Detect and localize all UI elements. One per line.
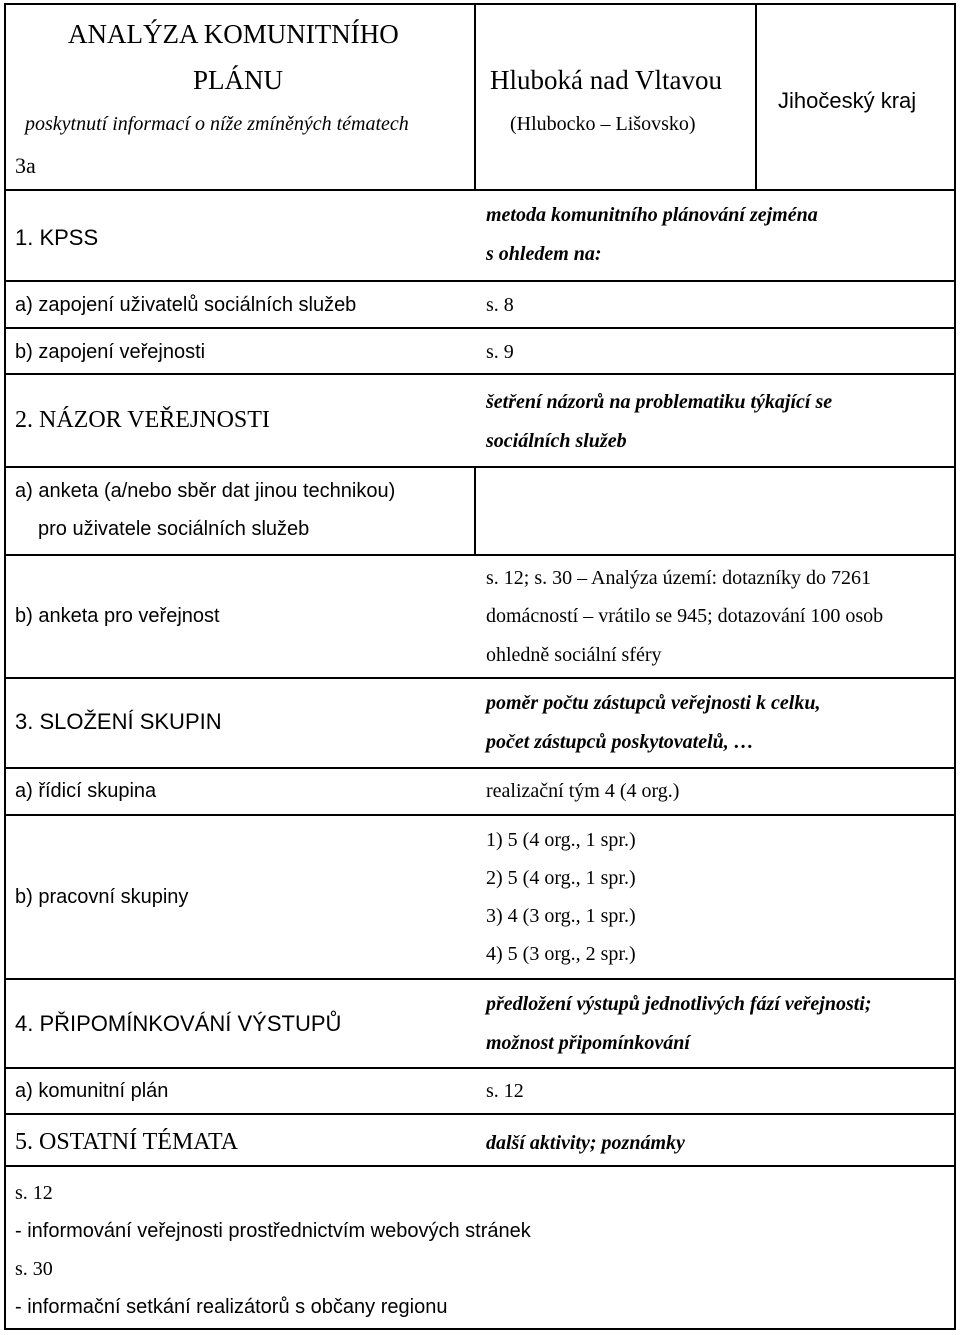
section3-a-label: a) řídicí skupina [15,780,157,802]
section5-note-3: s. 30 [15,1258,53,1280]
section2-b-value-line2: domácností – vrátilo se 945; dotazování 100 osob [486,605,884,627]
city-subtitle: (Hlubocko – Lišovsko) [510,113,696,135]
section3-a-value: realizační tým 4 (4 org.) [486,780,680,802]
section2-a-line1: a) anketa (a/nebo sběr dat jinou technikou) [15,480,396,502]
section3-title: 3. SLOŽENÍ SKUPIN [15,709,222,734]
section3-desc-line2: počet zástupců poskytovatelů, … [486,731,754,753]
section3-b-value-2: 2) 5 (4 org., 1 spr.) [486,867,636,889]
section3-b-value-3: 3) 4 (3 org., 1 spr.) [486,905,636,927]
section3-b-label: b) pracovní skupiny [15,886,189,908]
rule-header-bottom [4,189,956,191]
section2-a-line2: pro uživatele sociálních služeb [38,518,310,540]
section5-note-1: s. 12 [15,1182,53,1204]
rule-s2b-bottom [4,677,956,679]
section2-desc-line2: sociálních služeb [486,430,627,452]
rule-s4a-bottom [4,1113,956,1115]
rule-mid-body [474,466,476,556]
section2-b-label: b) anketa pro veřejnost [15,605,220,627]
section5-note-2: - informování veřejnosti prostřednictvím webových stránek [15,1220,531,1242]
rule-s1-bottom [4,280,956,282]
rule-s3-bottom [4,767,956,769]
rule-s3a-bottom [4,814,956,816]
section1-desc-line1: metoda komunitního plánování zejména [486,204,818,226]
rule-right [954,3,956,1330]
page-subtitle: poskytnutí informací o níže zmíněných tématech [25,113,409,135]
section3-desc-line1: poměr počtu zástupců veřejnosti k celku, [486,692,821,714]
rule-bottom [4,1328,956,1330]
section2-b-value-line1: s. 12; s. 30 – Analýza území: dotazníky do 7261 [486,567,871,589]
section4-a-label: a) komunitní plán [15,1080,169,1102]
page-title-line1: ANALÝZA KOMUNITNÍHO [68,19,399,49]
rule-s2-bottom [4,466,956,468]
section4-title: 4. PŘIPOMÍNKOVÁNÍ VÝSTUPŮ [15,1011,342,1036]
section5-desc: další aktivity; poznámky [486,1132,685,1154]
section5-note-4: - informační setkání realizátorů s občany regionu [15,1296,448,1318]
section4-desc-line1: předložení výstupů jednotlivých fází veřejnosti; [486,993,872,1015]
rule-region [755,3,757,191]
section4-a-value: s. 12 [486,1080,524,1102]
section2-desc-line1: šetření názorů na problematiku týkající se [486,391,833,413]
section3-b-value-4: 4) 5 (3 org., 2 spr.) [486,943,636,965]
document-code: 3a [15,153,36,178]
rule-s1b-bottom [4,373,956,375]
section4-desc-line2: možnost připomínkování [486,1032,690,1054]
rule-s2a-bottom [4,554,956,556]
section1-title: 1. KPSS [15,225,99,250]
rule-s5-bottom [4,1165,956,1167]
region-name: Jihočeský kraj [778,88,917,113]
city-name: Hluboká nad Vltavou [490,65,722,95]
section3-b-value-1: 1) 5 (4 org., 1 spr.) [486,829,636,851]
rule-mid-header [474,3,476,191]
section1-b-value: s. 9 [486,341,514,363]
section1-a-value: s. 8 [486,294,514,316]
section5-title: 5. OSTATNÍ TÉMATA [15,1129,239,1155]
section2-b-value-line3: ohledně sociální sféry [486,644,662,666]
section1-b-label: b) zapojení veřejnosti [15,341,206,363]
rule-s4-bottom [4,1067,956,1069]
section2-title: 2. NÁZOR VEŘEJNOSTI [15,407,270,433]
rule-top [4,3,956,5]
section1-desc-line2: s ohledem na: [486,243,602,265]
page-title-line2: PLÁNU [193,65,284,95]
rule-s1a-bottom [4,327,956,329]
rule-s3b-bottom [4,978,956,980]
rule-left [4,3,6,1330]
section1-a-label: a) zapojení uživatelů sociálních služeb [15,294,357,316]
